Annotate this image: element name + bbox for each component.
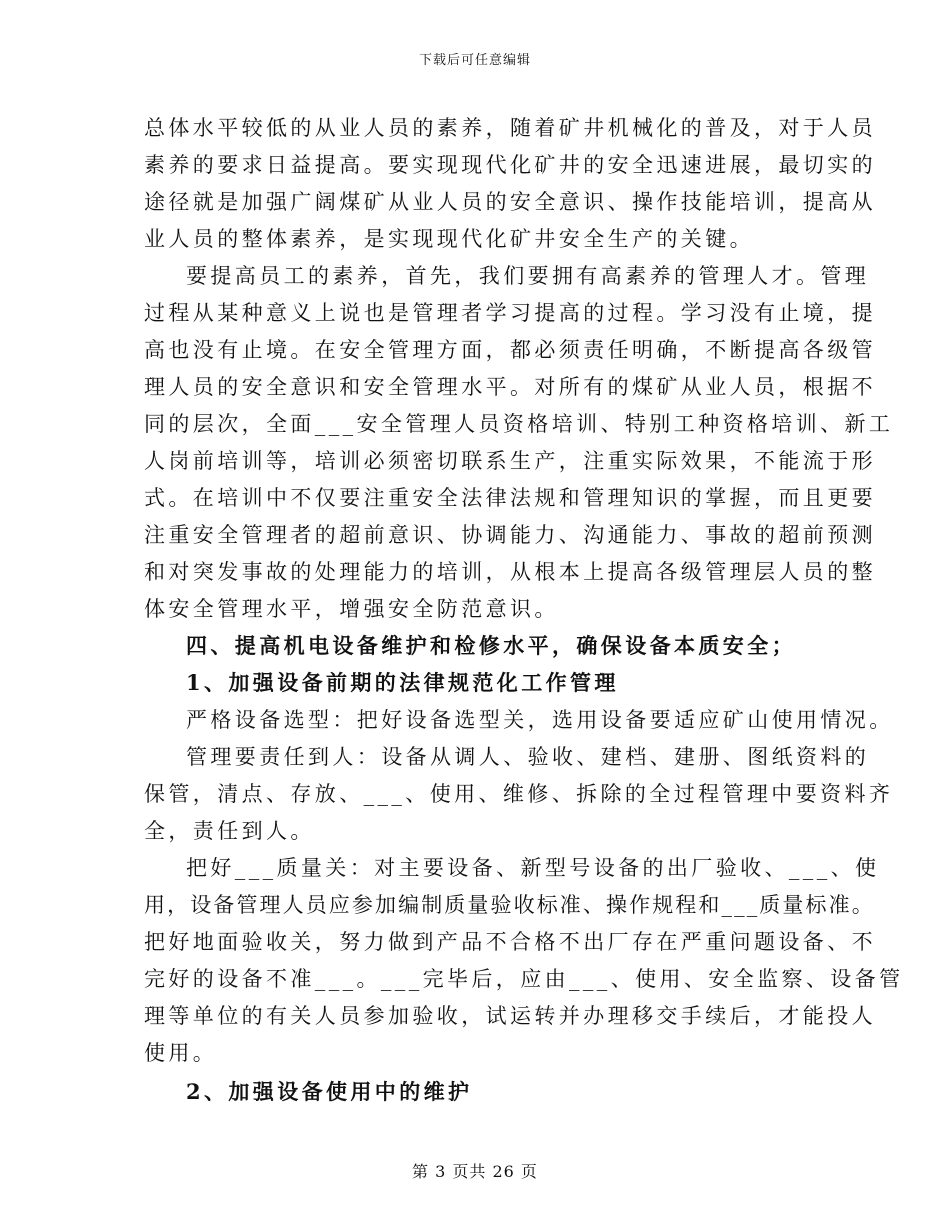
subsection-heading: 1、加强设备前期的法律规范化工作管理 <box>186 670 619 695</box>
body-line: 要提高员工的素养，首先，我们要拥有高素养的管理人才。管理 <box>186 264 870 288</box>
body-line: 注重安全管理者的超前意识、协调能力、沟通能力、事故的超前预测 <box>144 523 876 547</box>
body-line: 严格设备选型：把好设备选型关，选用设备要适应矿山使用情况。 <box>186 708 894 732</box>
body-line: 人岗前培训等，培训必须密切联系生产，注重实际效果，不能流于形 <box>144 449 876 473</box>
body-line: 同的层次，全面___安全管理人员资格培训、特别工种资格培训、新工 <box>144 412 894 436</box>
page-number: 第 3 页共 26 页 <box>412 1162 538 1181</box>
body-line: 和对突发事故的处理能力的培训，从根本上提高各级管理层人员的整 <box>144 560 876 584</box>
body-line: 业人员的整体素养，是实现现代化矿井安全生产的关键。 <box>144 227 754 251</box>
body-line: 体安全管理水平，增强安全防范意识。 <box>144 597 559 621</box>
body-line: 用，设备管理人员应参加编制质量验收标准、操作规程和___质量标准。 <box>144 893 875 917</box>
section-heading: 四、提高机电设备维护和检修水平，确保设备本质安全； <box>186 633 796 658</box>
body-line: 保管，清点、存放、___、使用、维修、拆除的全过程管理中要资料齐 <box>144 782 894 806</box>
body-line: 完好的设备不准___。___完毕后，应由___、使用、安全监察、设备管 <box>144 967 904 991</box>
body-line: 途径就是加强广阔煤矿从业人员的安全意识、操作技能培训，提高从 <box>144 190 876 214</box>
body-line: 过程从某种意义上说也是管理者学习提高的过程。学习没有止境，提 <box>144 301 876 325</box>
body-line: 理等单位的有关人员参加验收，试运转并办理移交手续后，才能投人 <box>144 1004 876 1028</box>
body-line: 把好地面验收关，努力做到产品不合格不出厂存在严重问题设备、不 <box>144 930 876 954</box>
body-line: 高也没有止境。在安全管理方面，都必须责任明确，不断提高各级管 <box>144 338 876 362</box>
body-line: 管理要责任到人：设备从调人、验收、建档、建册、图纸资料的 <box>186 745 870 769</box>
body-line: 式。在培训中不仅要注重安全法律法规和管理知识的掌握，而且更要 <box>144 486 876 510</box>
page-header: 下载后可任意编辑 <box>418 53 531 68</box>
body-line: 全，责任到人。 <box>144 819 315 843</box>
body-line: 理人员的安全意识和安全管理水平。对所有的煤矿从业人员，根据不 <box>144 375 876 399</box>
body-line: 素养的要求日益提高。要实现现代化矿井的安全迅速进展，最切实的 <box>144 153 876 177</box>
subsection-heading: 2、加强设备使用中的维护 <box>186 1079 473 1104</box>
body-line: 总体水平较低的从业人员的素养，随着矿井机械化的普及，对于人员 <box>144 116 876 140</box>
body-line: 使用。 <box>144 1041 218 1065</box>
body-line: 把好___质量关：对主要设备、新型号设备的出厂验收、___、使 <box>186 856 880 880</box>
